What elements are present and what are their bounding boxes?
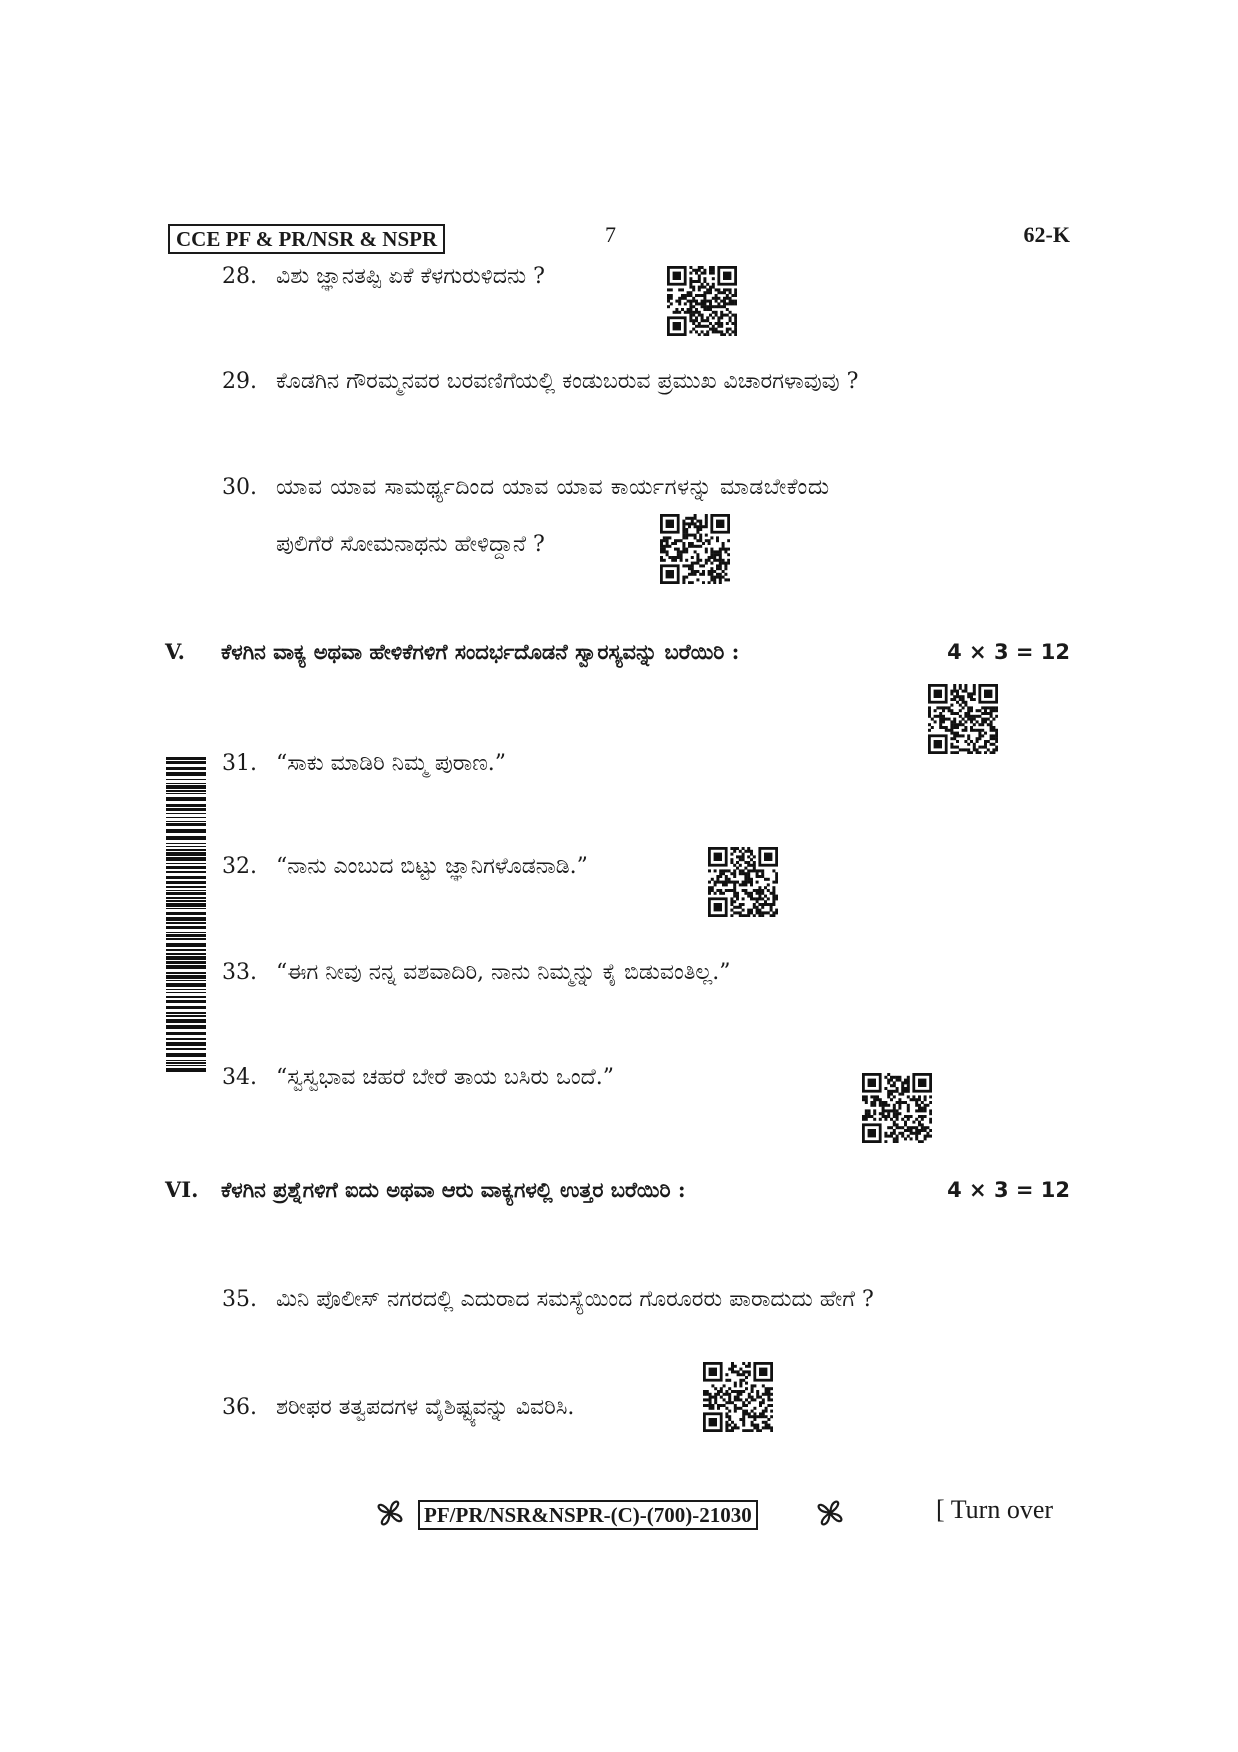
section-number: V.	[165, 639, 185, 664]
barcode-icon	[166, 757, 206, 1073]
question-number: 35.	[222, 1287, 257, 1312]
question-number: 28.	[222, 264, 257, 289]
question-text: ಮಿನಿ ಪೊಲೀಸ್ ನಗರದಲ್ಲಿ ಎದುರಾದ ಸಮಸ್ಯೆಯಿಂದ ಗೊರೂರರು ಪಾರಾದುದು ಹೇಗೆ ?	[276, 1287, 874, 1312]
question-text: “ನಾನು ಎಂಬುದ ಬಿಟ್ಟು ಜ್ಞಾನಿಗಳೊಡನಾಡಿ.”	[276, 854, 588, 879]
question-29	[222, 367, 858, 397]
question-number: 29.	[222, 369, 257, 394]
question-35	[222, 1285, 874, 1315]
section-number: VI.	[165, 1177, 199, 1202]
question-30	[222, 473, 1070, 503]
question-number: 36.	[222, 1395, 257, 1420]
question-number: 34.	[222, 1065, 257, 1090]
question-number: 33.	[222, 960, 257, 985]
section-instruction: ಕೆಳಗಿನ ಪ್ರಶ್ನೆಗಳಿಗೆ ಐದು ಅಥವಾ ಆರು ವಾಕ್ಯಗಳಲ್ಲಿ ಉತ್ತರ ಬರೆಯಿರಿ :	[221, 1177, 686, 1202]
paper-code: 62-K	[1023, 222, 1070, 247]
page-number: 7	[605, 222, 616, 247]
qr-code-icon	[703, 1362, 773, 1432]
qr-code-icon	[667, 266, 737, 336]
section-v-heading	[165, 637, 739, 667]
question-text: ಕೊಡಗಿನ ಗೌರಮ್ಮನವರ ಬರವಣಿಗೆಯಲ್ಲಿ ಕಂಡುಬರುವ ಪ್ರಮುಖ ವಿಚಾರಗಳಾವುವು ?	[276, 369, 859, 394]
qr-code-icon	[708, 847, 778, 917]
qr-code-icon	[928, 684, 998, 754]
question-33	[222, 958, 731, 988]
section-instruction: ಕೆಳಗಿನ ವಾಕ್ಯ ಅಥವಾ ಹೇಳಿಕೆಗಳಿಗೆ ಸಂದರ್ಭದೊಡನೆ ಸ್ವಾರಸ್ಯವನ್ನು ಬರೆಯಿರಿ :	[221, 639, 740, 664]
footer-code-box: PF/PR/NSR&NSPR-(C)-(700)-21030	[418, 1500, 758, 1530]
question-text: ವಿಶು ಜ್ಞಾನತಪ್ಪಿ ಏಕೆ ಕೆಳಗುರುಳಿದನು ?	[276, 264, 545, 289]
question-number: 30.	[222, 475, 257, 500]
question-number: 31.	[222, 751, 257, 776]
question-34	[222, 1063, 614, 1093]
question-28	[222, 262, 545, 292]
ornament-left-icon	[375, 1498, 405, 1528]
qr-code-icon	[862, 1073, 932, 1143]
section-vi-marks: 4 × 3 = 12	[947, 1178, 1070, 1202]
exam-code-box: CCE PF & PR/NSR & NSPR	[168, 224, 445, 254]
question-text: ಶರೀಫರ ತತ್ವಪದಗಳ ವೈಶಿಷ್ಟ್ಯವನ್ನು ವಿವರಿಸಿ.	[276, 1395, 575, 1420]
section-vi-heading	[165, 1175, 686, 1205]
question-text-line1: ಯಾವ ಯಾವ ಸಾಮರ್ಥ್ಯದಿಂದ ಯಾವ ಯಾವ ಕಾರ್ಯಗಳನ್ನು ಮಾಡಬೇಕೆಂದು	[276, 475, 830, 500]
ornament-right-icon	[815, 1498, 845, 1528]
question-text: “ಸಾಕು ಮಾಡಿರಿ ನಿಮ್ಮ ಪುರಾಣ.”	[276, 751, 507, 776]
question-number: 32.	[222, 854, 257, 879]
question-31	[222, 749, 506, 779]
section-v-marks: 4 × 3 = 12	[947, 640, 1070, 664]
question-32	[222, 852, 588, 882]
question-30-line2: ಪುಲಿಗೆರೆ ಸೋಮನಾಥನು ಹೇಳಿದ್ದಾನೆ ?	[276, 532, 545, 557]
turn-over-label: [ Turn over	[936, 1495, 1054, 1524]
question-text: “ಸ್ವಸ್ವಭಾವ ಚಹರೆ ಬೇರೆ ತಾಯ ಬಸಿರು ಒಂದೆ.”	[276, 1065, 614, 1090]
question-text: “ಈಗ ನೀವು ನನ್ನ ವಶವಾದಿರಿ, ನಾನು ನಿಮ್ಮನ್ನು ಕೈ ಬಿಡುವಂತಿಲ್ಲ.”	[276, 960, 731, 985]
qr-code-icon	[660, 514, 730, 584]
question-36	[222, 1393, 574, 1423]
